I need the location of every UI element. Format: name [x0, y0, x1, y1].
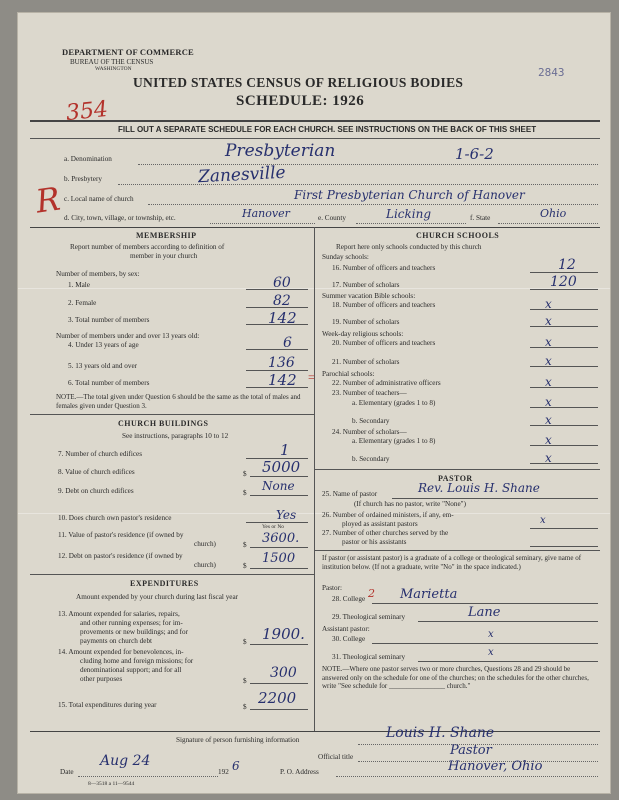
bureau-label: BUREAU OF THE CENSUS [70, 58, 154, 66]
red-check-mark: R [33, 179, 63, 221]
rule [30, 414, 314, 415]
q21-label: 21. Number of scholars [332, 358, 400, 366]
q1-label: 1. Male [68, 281, 90, 289]
dollar-sign: $ [243, 489, 247, 497]
q5-value: 136 [268, 355, 295, 371]
yes-no-hint: Yes or No [262, 524, 285, 530]
q17-value: 120 [550, 274, 577, 290]
q14-label: denominational support; and for all [80, 666, 182, 674]
schools-heading: CHURCH SCHOOLS [416, 231, 500, 240]
q31-value: x [488, 647, 494, 658]
rule [246, 522, 308, 523]
q7-label: 7. Number of church edifices [58, 450, 143, 458]
rule [392, 498, 598, 499]
dollar-sign: $ [243, 677, 247, 685]
q14-label: other purposes [80, 675, 123, 683]
q25-note: (If church has no pastor, write "None") [354, 500, 466, 508]
q17-label: 17. Number of scholars [332, 281, 400, 289]
buildings-heading: CHURCH BUILDINGS [118, 419, 209, 428]
q19-label: 19. Number of scholars [332, 318, 400, 326]
summer-schools-label: Summer vacation Bible schools: [322, 292, 416, 300]
q18-value: x [545, 297, 552, 311]
dollar-sign: $ [243, 470, 247, 478]
q28-value: Marietta [400, 587, 458, 602]
q3-label: 3. Total number of members [68, 316, 150, 324]
presbytery-value: Zanesville [197, 162, 287, 188]
q22-label: 22. Number of administrative officers [332, 379, 441, 387]
rule [78, 776, 218, 777]
rule [418, 661, 598, 662]
rule [372, 643, 598, 644]
expenditures-heading: EXPENDITURES [130, 579, 199, 588]
po-address-label: P. O. Address [280, 768, 319, 776]
q13-label: provements or new buildings; and for [80, 628, 188, 636]
rule [30, 731, 600, 732]
rule [530, 347, 598, 348]
rule [530, 425, 598, 426]
rule [250, 683, 308, 684]
q13-value: 1900. [262, 625, 305, 643]
q21-value: x [545, 354, 552, 368]
county-value: Licking [386, 207, 432, 221]
by-sex-label: Number of members, by sex: [56, 270, 140, 278]
red-note: 2 [368, 587, 375, 600]
rule [250, 644, 308, 645]
rule [118, 184, 598, 185]
age-intro: Number of members under and over 13 years old: [56, 332, 200, 340]
rule [336, 776, 598, 777]
official-title-value: Pastor [450, 743, 492, 758]
membership-intro: Report number of members according to definition of [70, 243, 225, 251]
local-name-value: First Presbyterian Church of Hanover [294, 188, 525, 202]
q5-label: 5. 13 years old and over [68, 362, 138, 370]
q10-value: Yes [276, 508, 297, 522]
rule [530, 528, 598, 529]
q16-value: 12 [558, 257, 576, 273]
dollar-sign: $ [243, 541, 247, 549]
buildings-subheading: See instructions, paragraphs 10 to 12 [122, 432, 229, 440]
q28-label: 28. College [332, 595, 366, 603]
q24b-label: b. Secondary [352, 455, 390, 463]
rule [314, 469, 600, 470]
department-label: DEPARTMENT OF COMMERCE [62, 47, 194, 57]
official-title-label: Official title [318, 753, 354, 761]
column-divider [314, 227, 315, 731]
rule [530, 445, 598, 446]
form-number: 8—3518 a 11—9544 [88, 781, 135, 787]
q6-label: 6. Total number of members [68, 379, 150, 387]
q30-value: x [488, 629, 494, 640]
rule [30, 574, 314, 575]
q26-label: 26. Number of ordained ministers, if any, em- [322, 511, 454, 519]
pastor-note: NOTE.—Where one pastor serves two or more churches, Questions 28 and 29 should be answered only on the schedule for one of the churches; on the schedules for the other churches, write "See schedule for ________________ church." [322, 665, 589, 690]
denomination-label: a. Denomination [64, 155, 112, 163]
q18-label: 18. Number of officers and teachers [332, 301, 436, 309]
rule [418, 621, 598, 622]
rule [250, 476, 308, 477]
rule [530, 463, 598, 464]
year-value: 6 [232, 759, 240, 773]
q31-label: 31. Theological seminary [332, 653, 406, 661]
rule [30, 120, 600, 122]
q10-label: 10. Does church own pastor's residence [58, 514, 172, 522]
q6-value: 142 [268, 371, 297, 389]
date-label: Date [60, 768, 74, 776]
expenditures-subheading: Amount expended by your church during last fiscal year [76, 593, 239, 601]
rule [246, 349, 308, 350]
q12-label: 12. Debt on pastor's residence (if owned by [58, 552, 183, 560]
q7-value: 1 [280, 441, 290, 459]
instruction-line: FILL OUT A SEPARATE SCHEDULE FOR EACH CHURCH. SEE INSTRUCTIONS ON THE BACK OF THIS SHEET [118, 125, 537, 134]
membership-intro: member in your church [130, 252, 198, 260]
rule [138, 164, 598, 165]
q3-value: 142 [268, 309, 297, 327]
q23a-value: x [545, 395, 552, 409]
rule [356, 223, 466, 224]
q14-value: 300 [270, 665, 297, 681]
pastor-sublabel: Pastor: [322, 584, 342, 592]
q23a-label: a. Elementary (grades 1 to 8) [352, 399, 436, 407]
denomination-value: Presbyterian [225, 141, 336, 161]
q11-value: 3600. [262, 531, 300, 546]
q30-label: 30. College [332, 635, 366, 643]
q14-label: cluding home and foreign missions; for [80, 657, 194, 665]
q11-label: 11. Value of pastor's residence (if owned by [58, 531, 184, 539]
q14-label: 14. Amount expended for benevolences, in- [58, 648, 184, 656]
q13-label: payments on church debt [80, 637, 153, 645]
rule [314, 550, 600, 551]
q29-label: 29. Theological seminary [332, 613, 406, 621]
q24a-value: x [545, 433, 552, 447]
q15-label: 15. Total expenditures during year [58, 701, 157, 709]
q9-label: 9. Debt on church edifices [58, 487, 134, 495]
q13-label: and other running expenses; for im- [80, 619, 183, 627]
dollar-sign: $ [243, 638, 247, 646]
assistant-sublabel: Assistant pastor: [322, 625, 370, 633]
rule [530, 407, 598, 408]
city-label: d. City, town, village, or township, etc. [64, 214, 176, 222]
q8-label: 8. Value of church edifices [58, 468, 135, 476]
rule [148, 204, 598, 205]
red-tick: = [308, 370, 315, 384]
rule [530, 546, 598, 547]
presbytery-label: b. Presbytery [64, 175, 102, 183]
q29-value: Lane [468, 605, 501, 620]
dollar-sign: $ [243, 703, 247, 711]
rule [250, 568, 308, 569]
q25-label: 25. Name of pastor [322, 490, 378, 498]
date-value: Aug 24 [100, 753, 151, 769]
q4-label: 4. Under 13 years of age [68, 341, 139, 349]
rule [498, 223, 598, 224]
q12-value: 1500 [262, 551, 296, 566]
q25-value: Rev. Louis H. Shane [418, 481, 540, 495]
rule [372, 603, 598, 604]
red-number: 354 [64, 96, 110, 127]
denomination-code: 1-6-2 [455, 145, 494, 163]
q24-label: 24. Number of scholars— [332, 428, 407, 436]
q27-label: pastor or his assistants [342, 538, 407, 546]
q13-label: 13. Amount expended for salaries, repairs, [58, 610, 180, 618]
q15-value: 2200 [258, 689, 297, 707]
county-label: e. County [318, 214, 346, 222]
city-label: WASHINGTON [95, 66, 132, 72]
pastor-heading: PASTOR [438, 474, 473, 483]
local-name-label: c. Local name of church [64, 195, 134, 203]
q1-value: 60 [273, 275, 291, 291]
dollar-sign: $ [243, 562, 247, 570]
membership-heading: MEMBERSHIP [136, 231, 197, 240]
q2-label: 2. Female [68, 299, 97, 307]
form-title: UNITED STATES CENSUS OF RELIGIOUS BODIES [133, 75, 464, 90]
schools-subheading: Report here only schools conducted by this church [336, 243, 482, 251]
state-value: Ohio [540, 207, 567, 220]
q24a-label: a. Elementary (grades 1 to 8) [352, 437, 436, 445]
q22-value: x [545, 375, 552, 389]
q8-value: 5000 [262, 458, 301, 476]
rule [530, 309, 598, 310]
q23b-value: x [545, 413, 552, 427]
city-value: Hanover [242, 207, 290, 220]
q27-label: 27. Number of other churches served by the [322, 529, 449, 537]
q26-value: x [540, 515, 546, 526]
q2-value: 82 [273, 293, 291, 309]
q20-value: x [545, 335, 552, 349]
rule [250, 547, 308, 548]
rule [30, 227, 600, 228]
year-prefix: 192 [218, 768, 229, 776]
q24b-value: x [545, 451, 552, 465]
signature-label: Signature of person furnishing information [176, 736, 300, 744]
census-schedule-sheet [17, 12, 611, 794]
parochial-schools-label: Parochial schools: [322, 370, 375, 378]
sunday-schools-label: Sunday schools: [322, 253, 369, 261]
q16-label: 16. Number of officers and teachers [332, 264, 436, 272]
q19-value: x [545, 314, 552, 328]
rule [210, 223, 315, 224]
rule [530, 326, 598, 327]
q20-label: 20. Number of officers and teachers [332, 339, 436, 347]
q23b-label: b. Secondary [352, 417, 390, 425]
rule [250, 495, 308, 496]
signature-value: Louis H. Shane [386, 725, 495, 741]
q9-value: None [262, 479, 295, 493]
state-label: f. State [470, 214, 491, 222]
rule [530, 366, 598, 367]
rule [30, 138, 600, 139]
schedule-title: SCHEDULE: 1926 [236, 93, 365, 109]
rule [530, 387, 598, 388]
weekday-schools-label: Week-day religious schools: [322, 330, 404, 338]
membership-note: NOTE.—The total given under Question 6 should be the same as the total of males and females given under Question 3. [56, 393, 301, 410]
po-address-value: Hanover, Ohio [448, 759, 543, 774]
q12-label: church) [194, 561, 216, 569]
q11-label: church) [194, 540, 216, 548]
q4-value: 6 [283, 335, 292, 351]
graduate-note: If pastor (or assistant pastor) is a graduate of a college or theological seminary, give name of institution below. (If not a graduate, write "No" in the space indicated.) [322, 554, 582, 571]
q26-label: ployed as assistant pastors [342, 520, 418, 528]
q23-label: 23. Number of teachers— [332, 389, 407, 397]
rule [250, 709, 308, 710]
stamp-number: 2843 [538, 66, 565, 79]
